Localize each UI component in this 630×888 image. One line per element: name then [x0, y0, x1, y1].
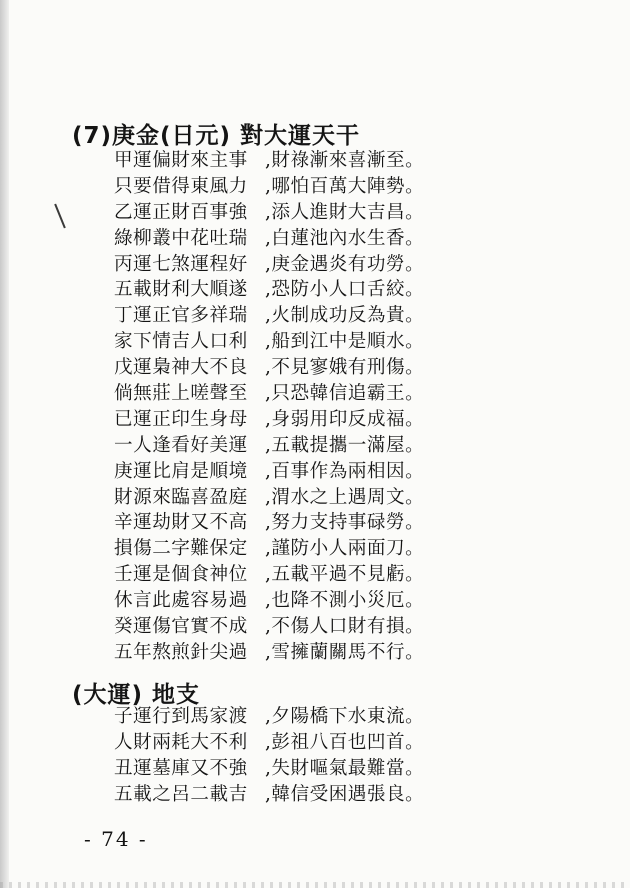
verse-first-half: 乙運正財百事強: [114, 201, 248, 223]
verse-line: [114, 756, 424, 782]
scan-bottom-edge: [0, 882, 630, 888]
verse-second-half: ,彭祖八百也凹首。: [265, 731, 425, 753]
verse-line: [114, 174, 424, 200]
verse-first-half: 財源來臨喜盈庭: [114, 486, 248, 508]
verse-first-half: 戊運梟神大不良: [114, 357, 248, 379]
verse-line: [114, 381, 424, 407]
verse-line: [114, 329, 424, 355]
verse-line: [114, 536, 424, 562]
verse-second-half: ,哪怕百萬大陣勢。: [265, 175, 425, 197]
verse-second-half: ,財祿漸來喜漸至。: [265, 150, 425, 171]
verse-first-half: 休言此處容易過: [114, 590, 248, 612]
page-edge-shadow: [0, 0, 9, 888]
verse-second-half: ,只恐韓信追霸王。: [265, 383, 425, 405]
verse-line: [114, 433, 424, 459]
verse-line: [114, 200, 424, 226]
verse-first-half: 只要借得東風力: [114, 175, 248, 197]
verse-second-half: ,韓信受困遇張良。: [265, 783, 425, 805]
verse-first-half: 丑運墓庫又不強: [114, 757, 248, 779]
verse-list-earthly-branches: [114, 704, 424, 808]
verse-first-half: 綠柳叢中花吐瑞: [114, 227, 248, 249]
verse-line: [114, 588, 424, 614]
verse-second-half: ,恐防小人口舌絞。: [265, 279, 425, 301]
verse-first-half: 五載財利大順遂: [114, 279, 248, 301]
verse-line: [114, 226, 424, 252]
verse-line: [114, 303, 424, 329]
verse-line: [114, 355, 424, 381]
section-heading-heavenly-stems: (7)庚金(日元) 對大運天干: [72, 123, 361, 149]
verse-second-half: ,也降不測小災厄。: [265, 590, 425, 612]
verse-first-half: 五載之呂二載吉: [114, 783, 248, 805]
verse-second-half: ,庚金遇炎有功勞。: [265, 253, 425, 275]
verse-line: [114, 459, 424, 485]
verse-first-half: 已運正印生身母: [114, 408, 248, 430]
verse-first-half: 癸運傷官實不成: [114, 616, 248, 638]
verse-line: [114, 510, 424, 536]
verse-line: [114, 485, 424, 511]
verse-second-half: ,夕陽橋下水東流。: [265, 706, 425, 727]
verse-second-half: ,努力支持事碌勞。: [265, 512, 425, 534]
verse-line: [114, 730, 424, 756]
verse-second-half: ,身弱用印反成福。: [265, 408, 425, 430]
verse-first-half: 一人逢看好美運: [114, 434, 248, 456]
verse-line: [114, 562, 424, 588]
verse-second-half: ,不傷人口財有損。: [265, 616, 425, 638]
verse-second-half: ,白蓮池內水生香。: [265, 227, 425, 249]
verse-second-half: ,謹防小人兩面刀。: [265, 538, 425, 560]
verse-second-half: ,失財嘔氣最難當。: [265, 757, 425, 779]
verse-first-half: 庚運比肩是順境: [114, 460, 248, 482]
section-heading-earthly-branches: (大運) 地支: [72, 682, 201, 708]
verse-first-half: 家下情吉人口利: [114, 331, 248, 353]
verse-first-half: 倘無莊上嗟聲至: [114, 383, 248, 405]
verse-second-half: ,雪擁蘭關馬不行。: [265, 641, 425, 663]
verse-first-half: 損傷二字難保定: [114, 538, 248, 560]
verse-line: [114, 614, 424, 640]
verse-second-half: ,渭水之上遇周文。: [265, 486, 425, 508]
verse-second-half: ,火制成功反為貴。: [265, 305, 425, 327]
verse-first-half: 甲運偏財來主事: [114, 150, 248, 171]
verse-line: [114, 782, 424, 808]
page-number: - 74 -: [84, 827, 148, 851]
verse-second-half: ,不見寥娥有刑傷。: [265, 357, 425, 379]
verse-first-half: 壬運是個食神位: [114, 564, 248, 586]
verse-first-half: 丙運七煞運程好: [114, 253, 248, 275]
verse-second-half: ,船到江中是順水。: [265, 331, 425, 353]
verse-second-half: ,五載平過不見虧。: [265, 564, 425, 586]
verse-line: [114, 640, 424, 666]
verse-first-half: 五年熬煎針尖過: [114, 641, 248, 663]
verse-line: [114, 252, 424, 278]
verse-line: [114, 407, 424, 433]
margin-pen-mark: [54, 204, 66, 229]
verse-first-half: 丁運正官多祥瑞: [114, 305, 248, 327]
verse-second-half: ,百事作為兩相因。: [265, 460, 425, 482]
verse-first-half: 子運行到馬家渡: [114, 706, 248, 727]
verse-list-heavenly-stems: [114, 148, 424, 666]
verse-line: [114, 277, 424, 303]
verse-second-half: ,五載提攜一滿屋。: [265, 434, 425, 456]
verse-line: [114, 704, 424, 730]
verse-first-half: 人財兩耗大不利: [114, 731, 248, 753]
verse-line: [114, 148, 424, 174]
verse-first-half: 辛運劫財又不高: [114, 512, 248, 534]
verse-second-half: ,添人進財大吉昌。: [265, 201, 425, 223]
